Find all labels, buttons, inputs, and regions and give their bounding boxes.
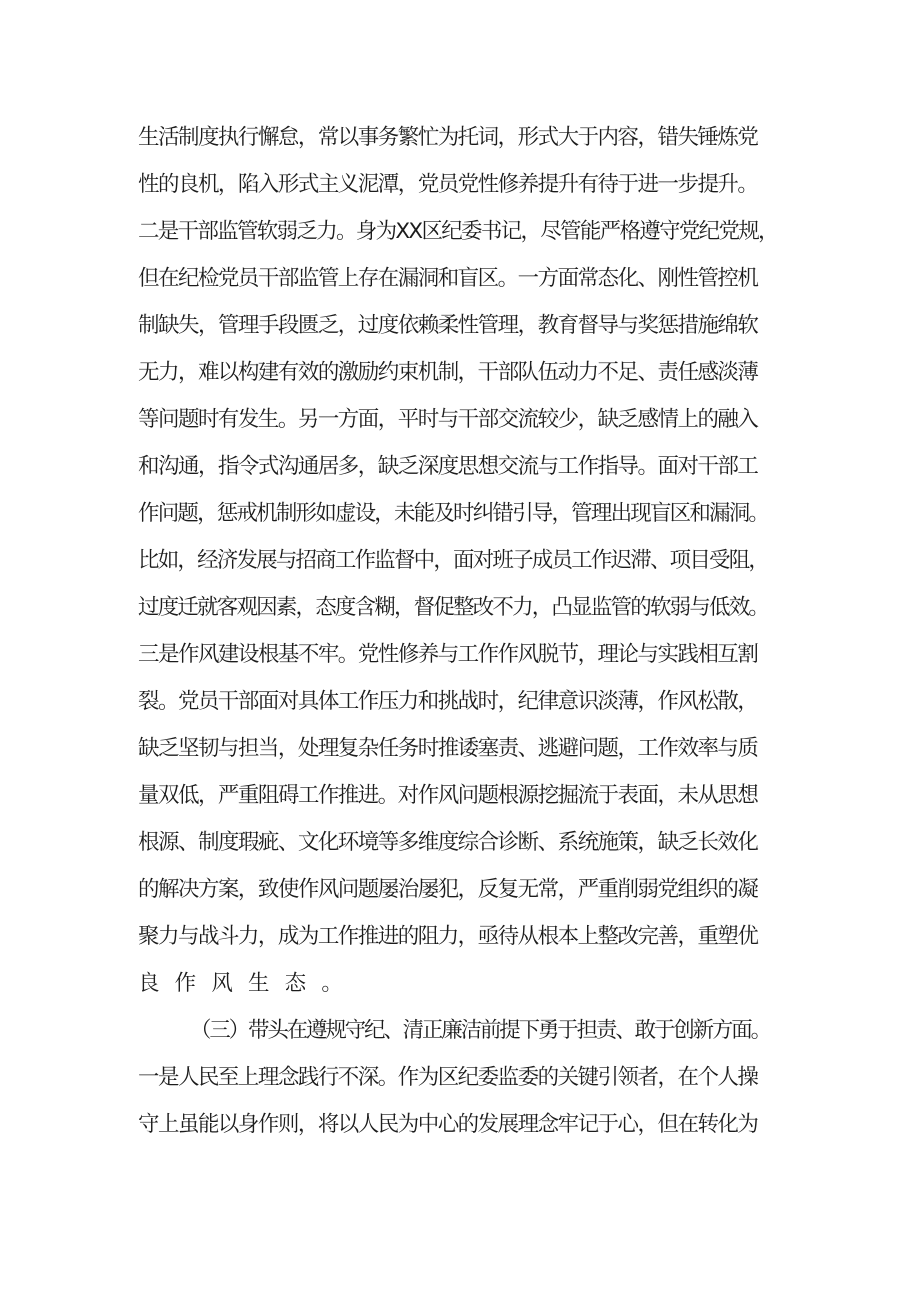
text-line: 缺乏坚韧与担当，处理复杂任务时推诿塞责、逃避问题，工作效率与质 <box>138 736 758 761</box>
text-line: 二是干部监管软弱乏力。身为XX区纪委书记，尽管能严格遵守党纪党规， <box>138 219 778 244</box>
text-line: 量双低，严重阻碍工作推进。对作风问题根源挖掘流于表面，未从思想 <box>138 783 758 808</box>
text-line: 制缺失，管理手段匮乏，过度依赖柔性管理，教育督导与奖惩措施绵软 <box>138 313 758 338</box>
text-line: 无力，难以构建有效的激励约束机制，干部队伍动力不足、责任感淡薄 <box>138 360 758 385</box>
text-line: 裂。党员干部面对具体工作压力和挑战时，纪律意识淡薄，作风松散， <box>138 689 758 714</box>
text-line: 和沟通，指令式沟通居多，缺乏深度思想交流与工作指导。面对干部工 <box>138 454 758 479</box>
text-line: 生活制度执行懈怠，常以事务繁忙为托词，形式大于内容，错失锤炼党 <box>138 125 758 150</box>
text-line: 良作风生态。 <box>138 971 359 996</box>
text-line: 一是人民至上理念践行不深。作为区纪委监委的关键引领者，在个人操 <box>138 1065 758 1090</box>
text-line: 的解决方案，致使作风问题屡治屡犯，反复无常，严重削弱党组织的凝 <box>138 877 758 902</box>
text-line: 但在纪检党员干部监管上存在漏洞和盲区。一方面常态化、刚性管控机 <box>138 266 758 291</box>
text-line: 聚力与战斗力，成为工作推进的阻力，亟待从根本上整改完善，重塑优 <box>138 924 758 949</box>
text-line: 作问题，惩戒机制形如虚设，未能及时纠错引导，管理出现盲区和漏洞。 <box>138 501 769 526</box>
text-line: 比如，经济发展与招商工作监督中，面对班子成员工作迟滞、项目受阻， <box>138 548 769 573</box>
text-line: 过度迁就客观因素，态度含糊，督促整改不力，凸显监管的软弱与低效。 <box>138 595 769 620</box>
section-heading: （三）带头在遵规守纪、清正廉洁前提下勇于担责、敢于创新方面。 <box>190 1018 770 1043</box>
text-line: 三是作风建设根基不牢。党性修养与工作作风脱节，理论与实践相互割 <box>138 642 758 667</box>
text-line: 性的良机，陷入形式主义泥潭，党员党性修养提升有待于进一步提升。 <box>138 172 758 197</box>
text-line: 守上虽能以身作则，将以人民为中心的发展理念牢记于心，但在转化为 <box>138 1112 758 1137</box>
text-line: 根源、制度瑕疵、文化环境等多维度综合诊断、系统施策，缺乏长效化 <box>138 830 758 855</box>
text-line: 等问题时有发生。另一方面，平时与干部交流较少，缺乏感情上的融入 <box>138 407 758 432</box>
